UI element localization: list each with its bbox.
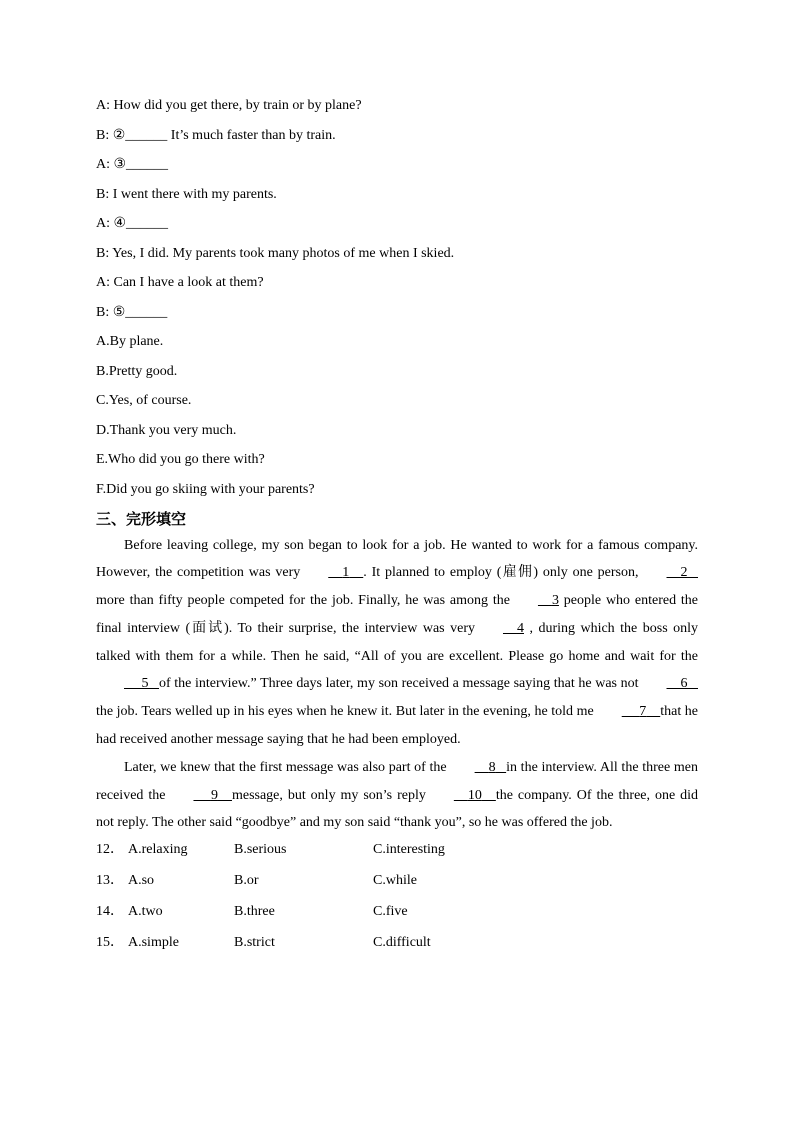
passage-text: people who entered the final interview (面试). To their surprise, the interview was very: [96, 593, 699, 636]
section-title: 三、完形填空: [96, 509, 187, 528]
document-page: [96, 96, 698, 964]
question-number: 13．: [96, 873, 124, 889]
speaker: A:: [96, 216, 110, 231]
question-number: 12．: [96, 842, 124, 858]
dialogue-line: [96, 96, 698, 126]
option-c: C.difficult: [373, 935, 431, 951]
dialogue-line: [96, 126, 698, 156]
passage-text: . It planned to employ (雇佣) only one person,: [363, 565, 639, 581]
utterance: I went there with my parents.: [112, 186, 277, 202]
dialogue: [96, 96, 698, 332]
utterance: ⑤______: [112, 304, 168, 320]
passage-paragraph-2: [96, 754, 698, 837]
passage-text: message, but only my son’s reply: [231, 787, 426, 803]
utterance: ②______ It’s much faster than by train.: [112, 127, 336, 143]
utterance: ③______: [113, 157, 169, 172]
passage-text: the job. Tears welled up in his eyes when he knew it. But later in the evening, he told me: [96, 704, 594, 720]
option-b: B.strict: [234, 935, 275, 951]
passage-text: Later, we knew that the first message was also part of the: [124, 759, 447, 775]
speaker: A:: [96, 98, 110, 113]
blank-number: 10: [467, 787, 482, 803]
utterance: Yes, I did. My parents took many photos of me when I skied.: [112, 245, 455, 261]
choice-item: D.Thank you very much.: [96, 422, 237, 438]
question-row: [96, 902, 698, 933]
passage-text: of the interview.” Three days later, my son received a message saying that he was not: [159, 676, 639, 692]
option-a: A.two: [128, 904, 163, 920]
speaker: A:: [96, 157, 110, 172]
option-b: B.or: [234, 873, 259, 889]
blank-8: [447, 754, 507, 782]
option-c: C.while: [373, 873, 417, 889]
speaker: A:: [96, 275, 110, 290]
dialogue-line: [96, 214, 698, 244]
blank-3: [510, 587, 559, 615]
passage-text: the company. Of the three, one did not reply. The other said “goodbye” and my son said “thank you”, so he was offered the job.: [96, 787, 698, 831]
blank-number: 5: [141, 676, 149, 692]
blank-2: [639, 559, 699, 587]
speaker: B:: [96, 186, 110, 202]
choice-item: F.Did you go skiing with your parents?: [96, 481, 315, 497]
choice-item: B.Pretty good.: [96, 363, 178, 379]
option-b: B.serious: [234, 842, 287, 858]
option-a: A.simple: [128, 935, 179, 951]
blank-number: 9: [210, 787, 218, 803]
speaker: B:: [96, 245, 110, 261]
passage-text: Before leaving college, my son began to look for a job. He wanted to work for a famous company. However, the competition was very: [96, 537, 698, 581]
blank-1: [300, 559, 363, 587]
passage-paragraph-1: [96, 532, 698, 754]
speaker: B:: [96, 304, 110, 320]
question-number: 14．: [96, 904, 124, 920]
option-c: C.five: [373, 904, 408, 920]
question-row: [96, 871, 698, 902]
blank-number: 8: [488, 759, 496, 775]
question-options: [96, 840, 698, 964]
blank-4: [475, 615, 524, 643]
utterance: ④______: [113, 216, 169, 231]
choice-item: C.Yes, of course.: [96, 393, 192, 408]
blank-number: 1: [342, 565, 350, 581]
passage-text: , during which the boss only talked with them for a while. Then he said, “All of you are excellent. Please go home and wait for the: [96, 620, 699, 664]
dialogue-line: [96, 155, 698, 185]
choice-item: E.Who did you go there with?: [96, 452, 265, 467]
passage-text: more than fifty people competed for the job. Finally, he was among the: [96, 593, 510, 609]
passage-text: that he had received another message saying that he had been employed.: [96, 704, 698, 748]
blank-5: [96, 670, 159, 698]
utterance: How did you get there, by train or by plane?: [113, 98, 362, 113]
blank-number: 6: [680, 676, 688, 692]
choice-item: A.By plane.: [96, 334, 164, 349]
question-row: [96, 933, 698, 964]
answer-choices: [96, 332, 698, 502]
blank-number: 2: [680, 565, 688, 581]
utterance: Can I have a look at them?: [113, 275, 264, 290]
dialogue-line: [96, 185, 698, 215]
dialogue-line: [96, 244, 698, 274]
dialogue-line: [96, 303, 698, 333]
option-c: C.interesting: [373, 842, 445, 858]
speaker: B:: [96, 127, 110, 143]
blank-9: [165, 782, 232, 810]
blank-6: [639, 670, 699, 698]
option-a: A.so: [128, 873, 155, 889]
passage-text: in the interview. All the three men received the: [96, 759, 698, 803]
blank-10: [426, 782, 496, 810]
dialogue-line: [96, 273, 698, 303]
blank-number: 7: [639, 704, 647, 720]
question-row: [96, 840, 698, 871]
blank-number: 3: [551, 593, 559, 609]
option-b: B.three: [234, 904, 275, 920]
blank-7: [594, 698, 661, 726]
question-number: 15．: [96, 935, 124, 951]
blank-number: 4: [516, 620, 524, 636]
option-a: A.relaxing: [128, 842, 188, 858]
